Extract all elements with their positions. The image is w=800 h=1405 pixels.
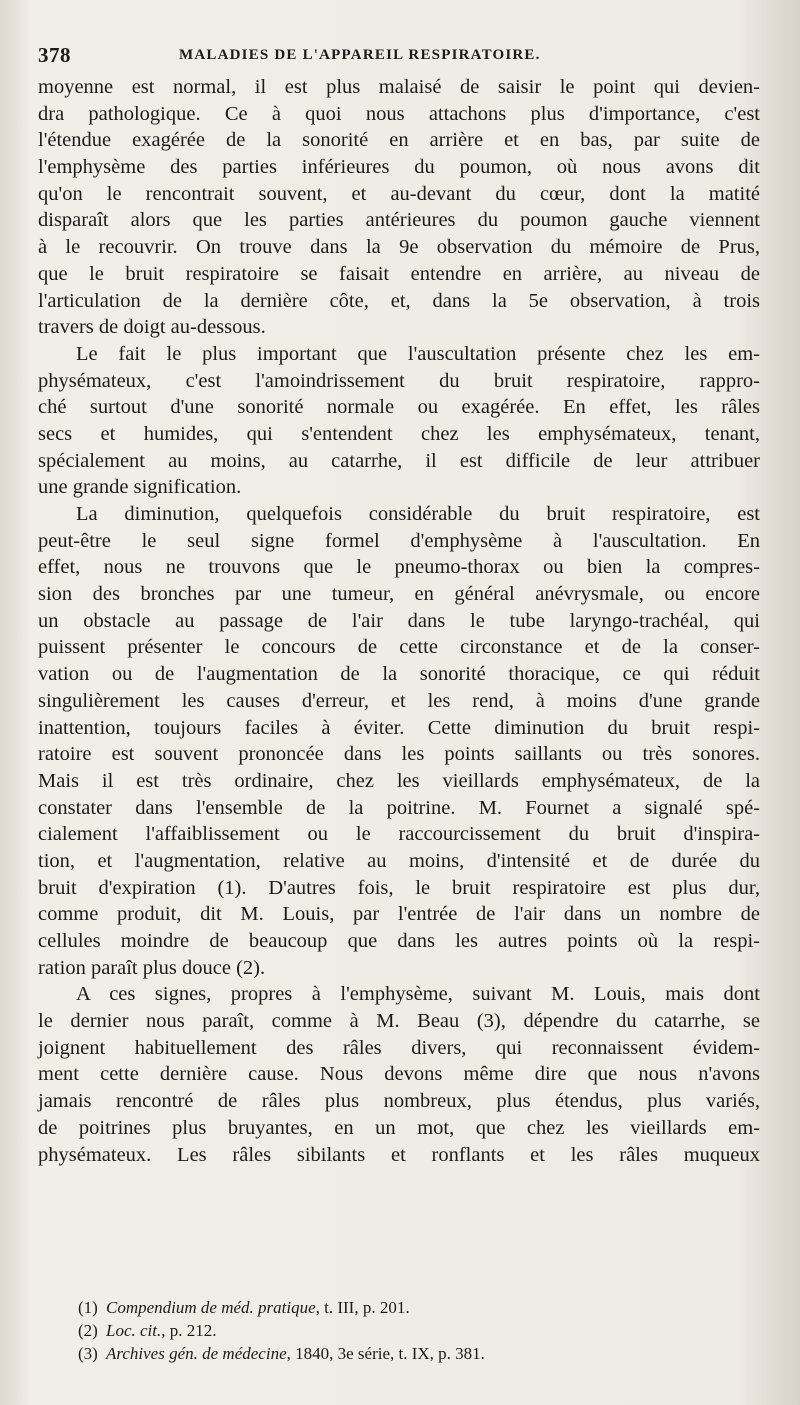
text-line: Le fait le plus important que l'auscultation présente chez les em- [76, 342, 760, 365]
text-line: un obstacle au passage de l'air dans le tube laryngo-trachéal, qui [38, 609, 760, 632]
text-line: vation ou de l'augmentation de la sonorité thoracique, ce qui réduit [38, 663, 760, 686]
text-line: jamais rencontré de râles plus nombreux, plus étendus, plus variés, [38, 1090, 760, 1113]
text-line: tion, et l'augmentation, relative au moins, d'intensité et de durée du [38, 849, 760, 872]
text-line: qu'on le rencontrait souvent, et au-devant du cœur, dont la matité [38, 182, 760, 205]
text-line: physémateux. Les râles sibilants et ronflants et les râles muqueux [38, 1143, 760, 1166]
text-line: que le bruit respiratoire se faisait entendre en arrière, au niveau de [38, 262, 760, 285]
text-line: puissent présenter le concours de cette circonstance et de la conser- [38, 636, 760, 659]
text-line: bruit d'expiration (1). D'autres fois, le bruit respiratoire est plus dur, [38, 876, 760, 899]
text-line: singulièrement les causes d'erreur, et les rend, à moins d'une grande [38, 689, 760, 712]
text-line: joignent habituellement des râles divers, qui reconnaissent évidem- [38, 1036, 760, 1059]
footnote-title: Loc. cit. [106, 1321, 162, 1340]
text-line: travers de doigt au-dessous. [38, 316, 266, 339]
text-line: Mais il est très ordinaire, chez les vieillards emphysémateux, de la [38, 769, 760, 792]
text-line: sion des bronches par une tumeur, en général anévrysmale, ou encore [38, 583, 760, 606]
text-line: constater dans l'ensemble de la poitrine. M. Fournet a signalé spé- [38, 796, 760, 819]
text-line: comme produit, dit M. Louis, par l'entrée de l'air dans un nombre de [38, 903, 760, 926]
text-line: l'emphysème des parties inférieures du poumon, où nous avons dit [38, 156, 760, 179]
text-line: disparaît alors que les parties antérieures du poumon gauche viennent [38, 209, 760, 232]
page-number: 378 [38, 42, 71, 67]
text-line: ché surtout d'une sonorité normale ou exagérée. En effet, les râles [38, 396, 760, 419]
text-line: dra pathologique. Ce à quoi nous attachons plus d'importance, c'est [38, 102, 760, 125]
footnote [78, 1296, 768, 1319]
footnote [78, 1319, 768, 1342]
footnote-title: Archives gén. de médecine [106, 1344, 287, 1363]
text-line: à le recouvrir. On trouve dans la 9e observation du mémoire de Prus, [38, 236, 760, 259]
text-line: ration paraît plus douce (2). [38, 956, 266, 979]
text-line: inattention, toujours faciles à éviter. Cette diminution du bruit respi- [38, 716, 760, 739]
text-line: le dernier nous paraît, comme à M. Beau (3), dépendre du catarrhe, se [38, 1010, 760, 1033]
footnote [78, 1342, 768, 1365]
text-line: une grande signification. [38, 476, 242, 499]
text-line: l'articulation de la dernière côte, et, dans la 5e observation, à trois [38, 289, 760, 312]
text-line: A ces signes, propres à l'emphysème, suivant M. Louis, mais dont [76, 983, 760, 1006]
text-line: ratoire est souvent prononcée dans les points saillants ou très sonores. [38, 743, 760, 766]
text-line: cellules moindre de beaucoup que dans les autres points où la respi- [38, 930, 760, 952]
footnotes [78, 1296, 768, 1365]
text-line: cialement l'affaiblissement ou le raccourcissement du bruit d'inspira- [38, 823, 760, 846]
text-line: spécialement au moins, au catarrhe, il est difficile de leur attribuer [38, 449, 760, 472]
footnote-reference: , t. III, p. 201. [315, 1298, 410, 1317]
text-line: secs et humides, qui s'entendent chez les emphysémateux, tenant, [38, 422, 760, 445]
footnote-reference: , 1840, 3e série, t. IX, p. 381. [286, 1344, 485, 1363]
text-line: effet, nous ne trouvons que le pneumo-thorax ou bien la compres- [38, 556, 760, 579]
text-line: physémateux, c'est l'amoindrissement du bruit respiratoire, rappro- [38, 369, 760, 392]
footnote-number: (1) [78, 1298, 98, 1317]
running-title: MALADIES DE L'APPAREIL RESPIRATOIRE. [179, 46, 541, 63]
text-line: moyenne est normal, il est plus malaisé de saisir le point qui devien- [38, 76, 760, 98]
text-line: de poitrines plus bruyantes, en un mot, que chez les vieillards em- [38, 1116, 760, 1139]
text-line: l'étendue exagérée de la sonorité en arrière et en bas, par suite de [38, 129, 760, 152]
footnote-number: (2) [78, 1321, 98, 1340]
text-line: ment cette dernière cause. Nous devons même dire que nous n'avons [38, 1063, 760, 1086]
running-head [38, 40, 768, 70]
text-line: peut-être le seul signe formel d'emphysème à l'auscultation. En [38, 529, 760, 552]
footnote-number: (3) [78, 1344, 98, 1363]
text-line: La diminution, quelquefois considérable du bruit respiratoire, est [76, 503, 760, 525]
footnote-reference: , p. 212. [161, 1321, 217, 1340]
footnote-title: Compendium de méd. pratique [106, 1298, 316, 1317]
body-text [38, 74, 760, 1168]
